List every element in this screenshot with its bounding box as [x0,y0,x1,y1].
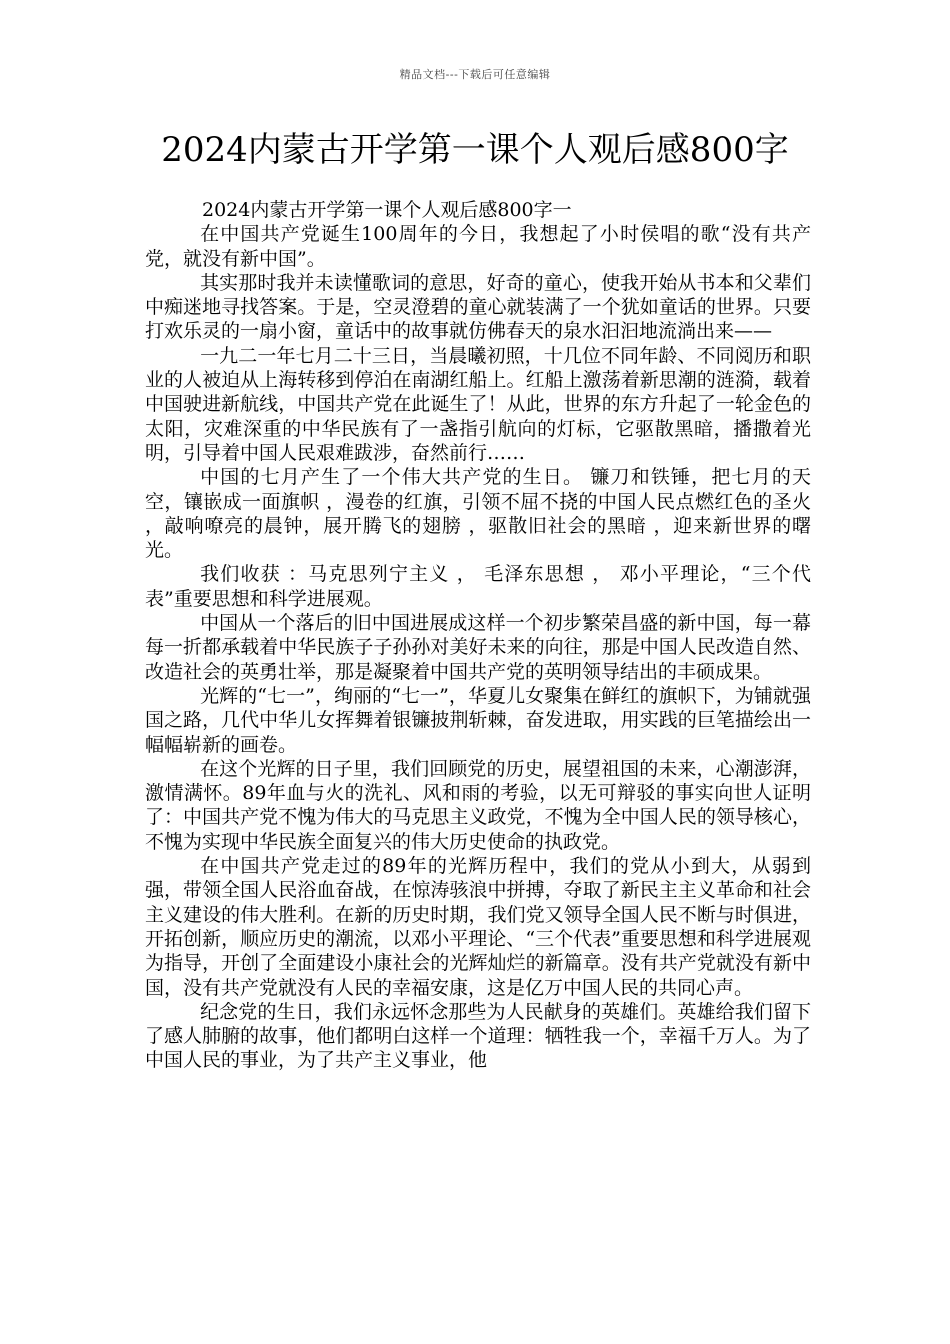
paragraph: 一九二一年七月二十三日，当晨曦初照，十几位不同年龄、不同阅历和职业的人被迫从上海转移到停泊在南湖红船上。红船上激荡着新思潮的涟漪，载着中国驶进新航线，中国共产党在此诞生了！从此，世界的东方升起了一轮金色的太阳，灾难深重的中华民族有了一盏指引航向的灯标，它驱散黑暗，播撒着光明，引导着中国人民艰难跋涉，奋然前行…… [145,344,811,464]
paragraph: 中国从一个落后的旧中国进展成这样一个初步繁荣昌盛的新中国，每一幕每一折都承载着中华民族子子孙孙对美好未来的向往，那是中国人民改造自然、改造社会的英勇壮举，那是凝聚着中国共产党的英明领导结出的丰硕成果。 [145,612,811,683]
paragraph: 在这个光辉的日子里，我们回顾党的历史，展望祖国的未来，心潮澎湃，激情满怀。89年血与火的洗礼、风和雨的考验，以无可辩驳的事实向世人证明了：中国共产党不愧为伟大的马克思主义政党，不愧为全中国人民的领导核心，不愧为实现中华民族全面复兴的伟大历史使命的执政党。 [145,757,811,853]
paragraph: 光辉的“七一”，绚丽的“七一”，华夏儿女聚集在鲜红的旗帜下，为铺就强国之路，几代中华儿女挥舞着银镰披荆斩棘，奋发进取，用实践的巨笔描绘出一幅幅崭新的画卷。 [145,684,811,756]
document-body [145,198,811,1073]
section-subtitle: 2024内蒙古开学第一课个人观后感800字一 [202,199,572,221]
paragraph: 纪念党的生日，我们永远怀念那些为人民献身的英雄们。英雄给我们留下了感人肺腑的故事，他们都明白这样一个道理：牺牲我一个，幸福千万人。为了中国人民的事业，为了共产主义事业，他 [145,1000,811,1072]
paragraph: 中国的七月产生了一个伟大共产党的生日。 镰刀和铁锤，把七月的天空，镶嵌成一面旗帜 ，漫卷的红旗，引领不屈不挠的中国人民点燃红色的圣火 ，敲响嘹亮的晨钟，展开腾飞的翅膀 ，驱散旧社会的黑暗 ，迎来新世界的曙光。 [145,466,811,562]
header-note: 精品文档---下载后可任意编辑 [399,68,551,81]
document-title: 2024内蒙古开学第一课个人观后感800字 [161,130,789,170]
paragraph: 在中国共产党诞生100周年的今日，我想起了小时侯唱的歌“没有共产党，就没有新中国”。 [145,223,811,270]
paragraph: 我们收获 ：马克思列宁主义 ， 毛泽东思想 ， 邓小平理论，“三个代表”重要思想和科学进展观。 [145,563,811,610]
paragraph: 在中国共产党走过的89年的光辉历程中，我们的党从小到大，从弱到强，带领全国人民浴血奋战，在惊涛骇浪中拼搏，夺取了新民主主义革命和社会主义建设的伟大胜利。在新的历史时期，我们党又领导全国人民不断与时俱进，开拓创新，顺应历史的潮流，以邓小平理论、“三个代表”重要思想和科学进展观为指导，开创了全面建设小康社会的光辉灿烂的新篇章。没有共产党就没有新中国，没有共产党就没有人民的幸福安康，这是亿万中国人民的共同心声。 [145,855,811,999]
paragraph: 其实那时我并未读懂歌词的意思，好奇的童心，使我开始从书本和父辈们中痴迷地寻找答案。于是，空灵澄碧的童心就装满了一个犹如童话的世界。只要打欢乐灵的一扇小窗，童话中的故事就仿佛春天的泉水汩汩地流淌出来—— [145,271,811,343]
